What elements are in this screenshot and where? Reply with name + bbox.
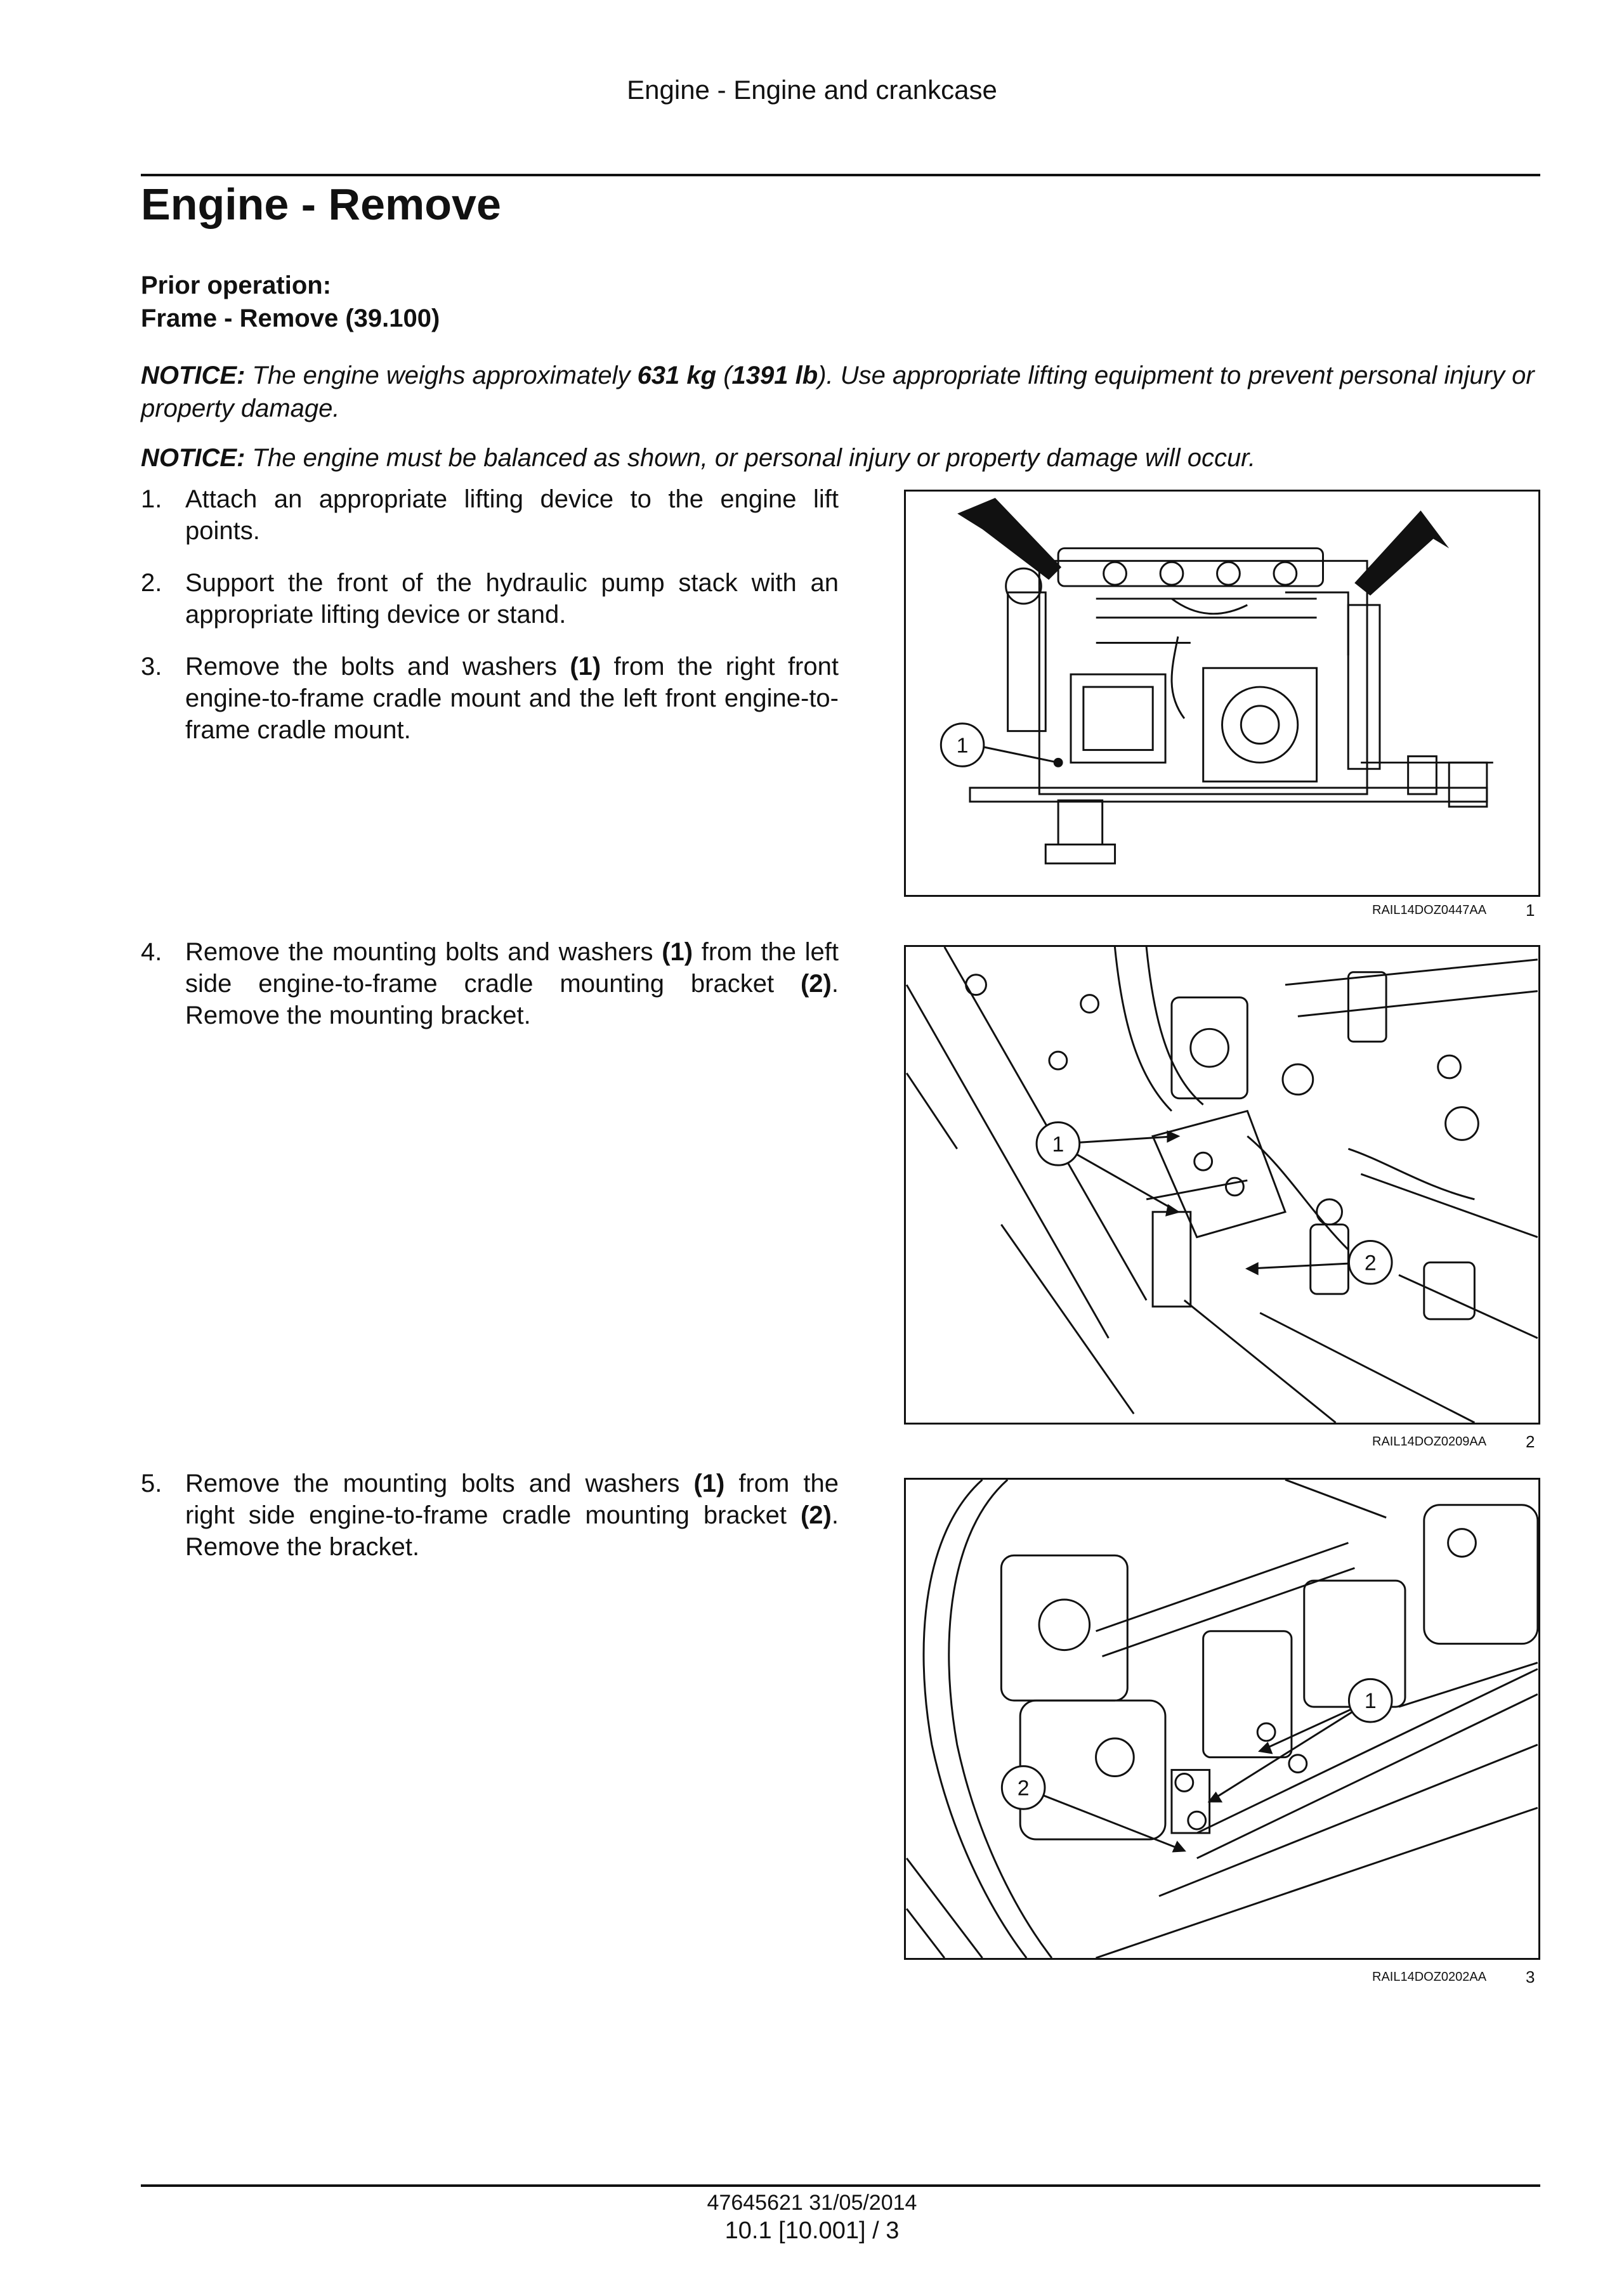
step-text: Support the front of the hydraulic pump stack with an appropriate lifting device or stand. [185,569,839,629]
notice-balance [141,441,1540,474]
figure-engine-lift-points [904,490,1540,897]
step-item [141,567,839,630]
callout-2: 2 [1017,1776,1030,1801]
notice-text: ( [716,362,732,389]
figure-code: RAIL14DOZ0447AA [1372,903,1487,917]
footer-rule [141,2184,1540,2187]
notice-label: NOTICE: [141,444,246,472]
figure-number: 1 [1526,901,1535,920]
prior-operation-link[interactable]: Frame - Remove (39.100) [141,304,440,332]
footer-doc-id: 47645621 31/05/2014 [707,2191,917,2215]
header-rule [141,174,1540,176]
step-number: 5. [141,1470,162,1497]
step-item [141,1468,839,1563]
callout-ref: (2) [800,1501,832,1529]
step-text: Remove the mounting bolts and washers (1) from the left side engine-to-frame cradle mounting bracket (2). Remove the mounting bracket. [185,938,839,1029]
callout-2: 2 [1364,1251,1377,1275]
step-text: Remove the mounting bolts and washers (1) from the right side engine-to-frame cradle mounting bracket (2). Remove the bracket. [185,1470,839,1561]
figure-left-bracket [904,945,1540,1425]
left-bracket-illustration [906,947,1538,1423]
figure-code: RAIL14DOZ0202AA [1372,1970,1487,1984]
notice-text: The engine must be balanced as shown, or personal injury or property damage will occur. [245,444,1256,472]
footer-page-number: 10.1 [10.001] / 3 [724,2217,900,2244]
callout-ref: (2) [800,970,832,998]
figure-number: 2 [1526,1432,1535,1451]
step-number: 3. [141,653,162,681]
figure-right-bracket [904,1478,1540,1960]
steps-group-3 [141,1468,839,1583]
notice-label: NOTICE: [141,362,246,389]
notice-text: The engine weighs approximately [245,362,638,389]
notice-text: ). Use appropriate lifting equipment to prevent personal injury or property damage. [141,362,1535,422]
callout-ref: (1) [693,1470,725,1497]
step-number: 1. [141,485,162,513]
callout-1: 1 [956,733,969,758]
right-bracket-illustration [906,1480,1538,1958]
notice-weight [141,359,1540,425]
step-text: Remove the bolts and washers (1) from the right front engine-to-frame cradle mount and the left front engine-to-frame cradle mount. [185,653,839,744]
step-number: 2. [141,569,162,597]
prior-operation [141,269,440,335]
notice-weight-kg: 631 kg [637,362,717,389]
callout-ref: (1) [662,938,693,966]
callout-1: 1 [1052,1132,1064,1157]
step-item [141,483,839,547]
steps-group-2 [141,936,839,1052]
callout-1: 1 [1364,1689,1377,1714]
figure-number: 3 [1526,1967,1535,1986]
engine-illustration [906,492,1538,895]
page-title: Engine - Remove [141,179,501,229]
figure-code: RAIL14DOZ0209AA [1372,1435,1487,1449]
step-item [141,936,839,1031]
step-text: Attach an appropriate lifting device to the engine lift points. [185,485,839,545]
callout-ref: (1) [570,653,601,681]
step-number: 4. [141,938,162,966]
steps-group-1 [141,483,839,766]
notice-weight-lb: 1391 lb [731,362,818,389]
prior-operation-label: Prior operation: [141,271,332,299]
step-item [141,651,839,746]
running-header: Engine - Engine and crankcase [627,75,997,105]
